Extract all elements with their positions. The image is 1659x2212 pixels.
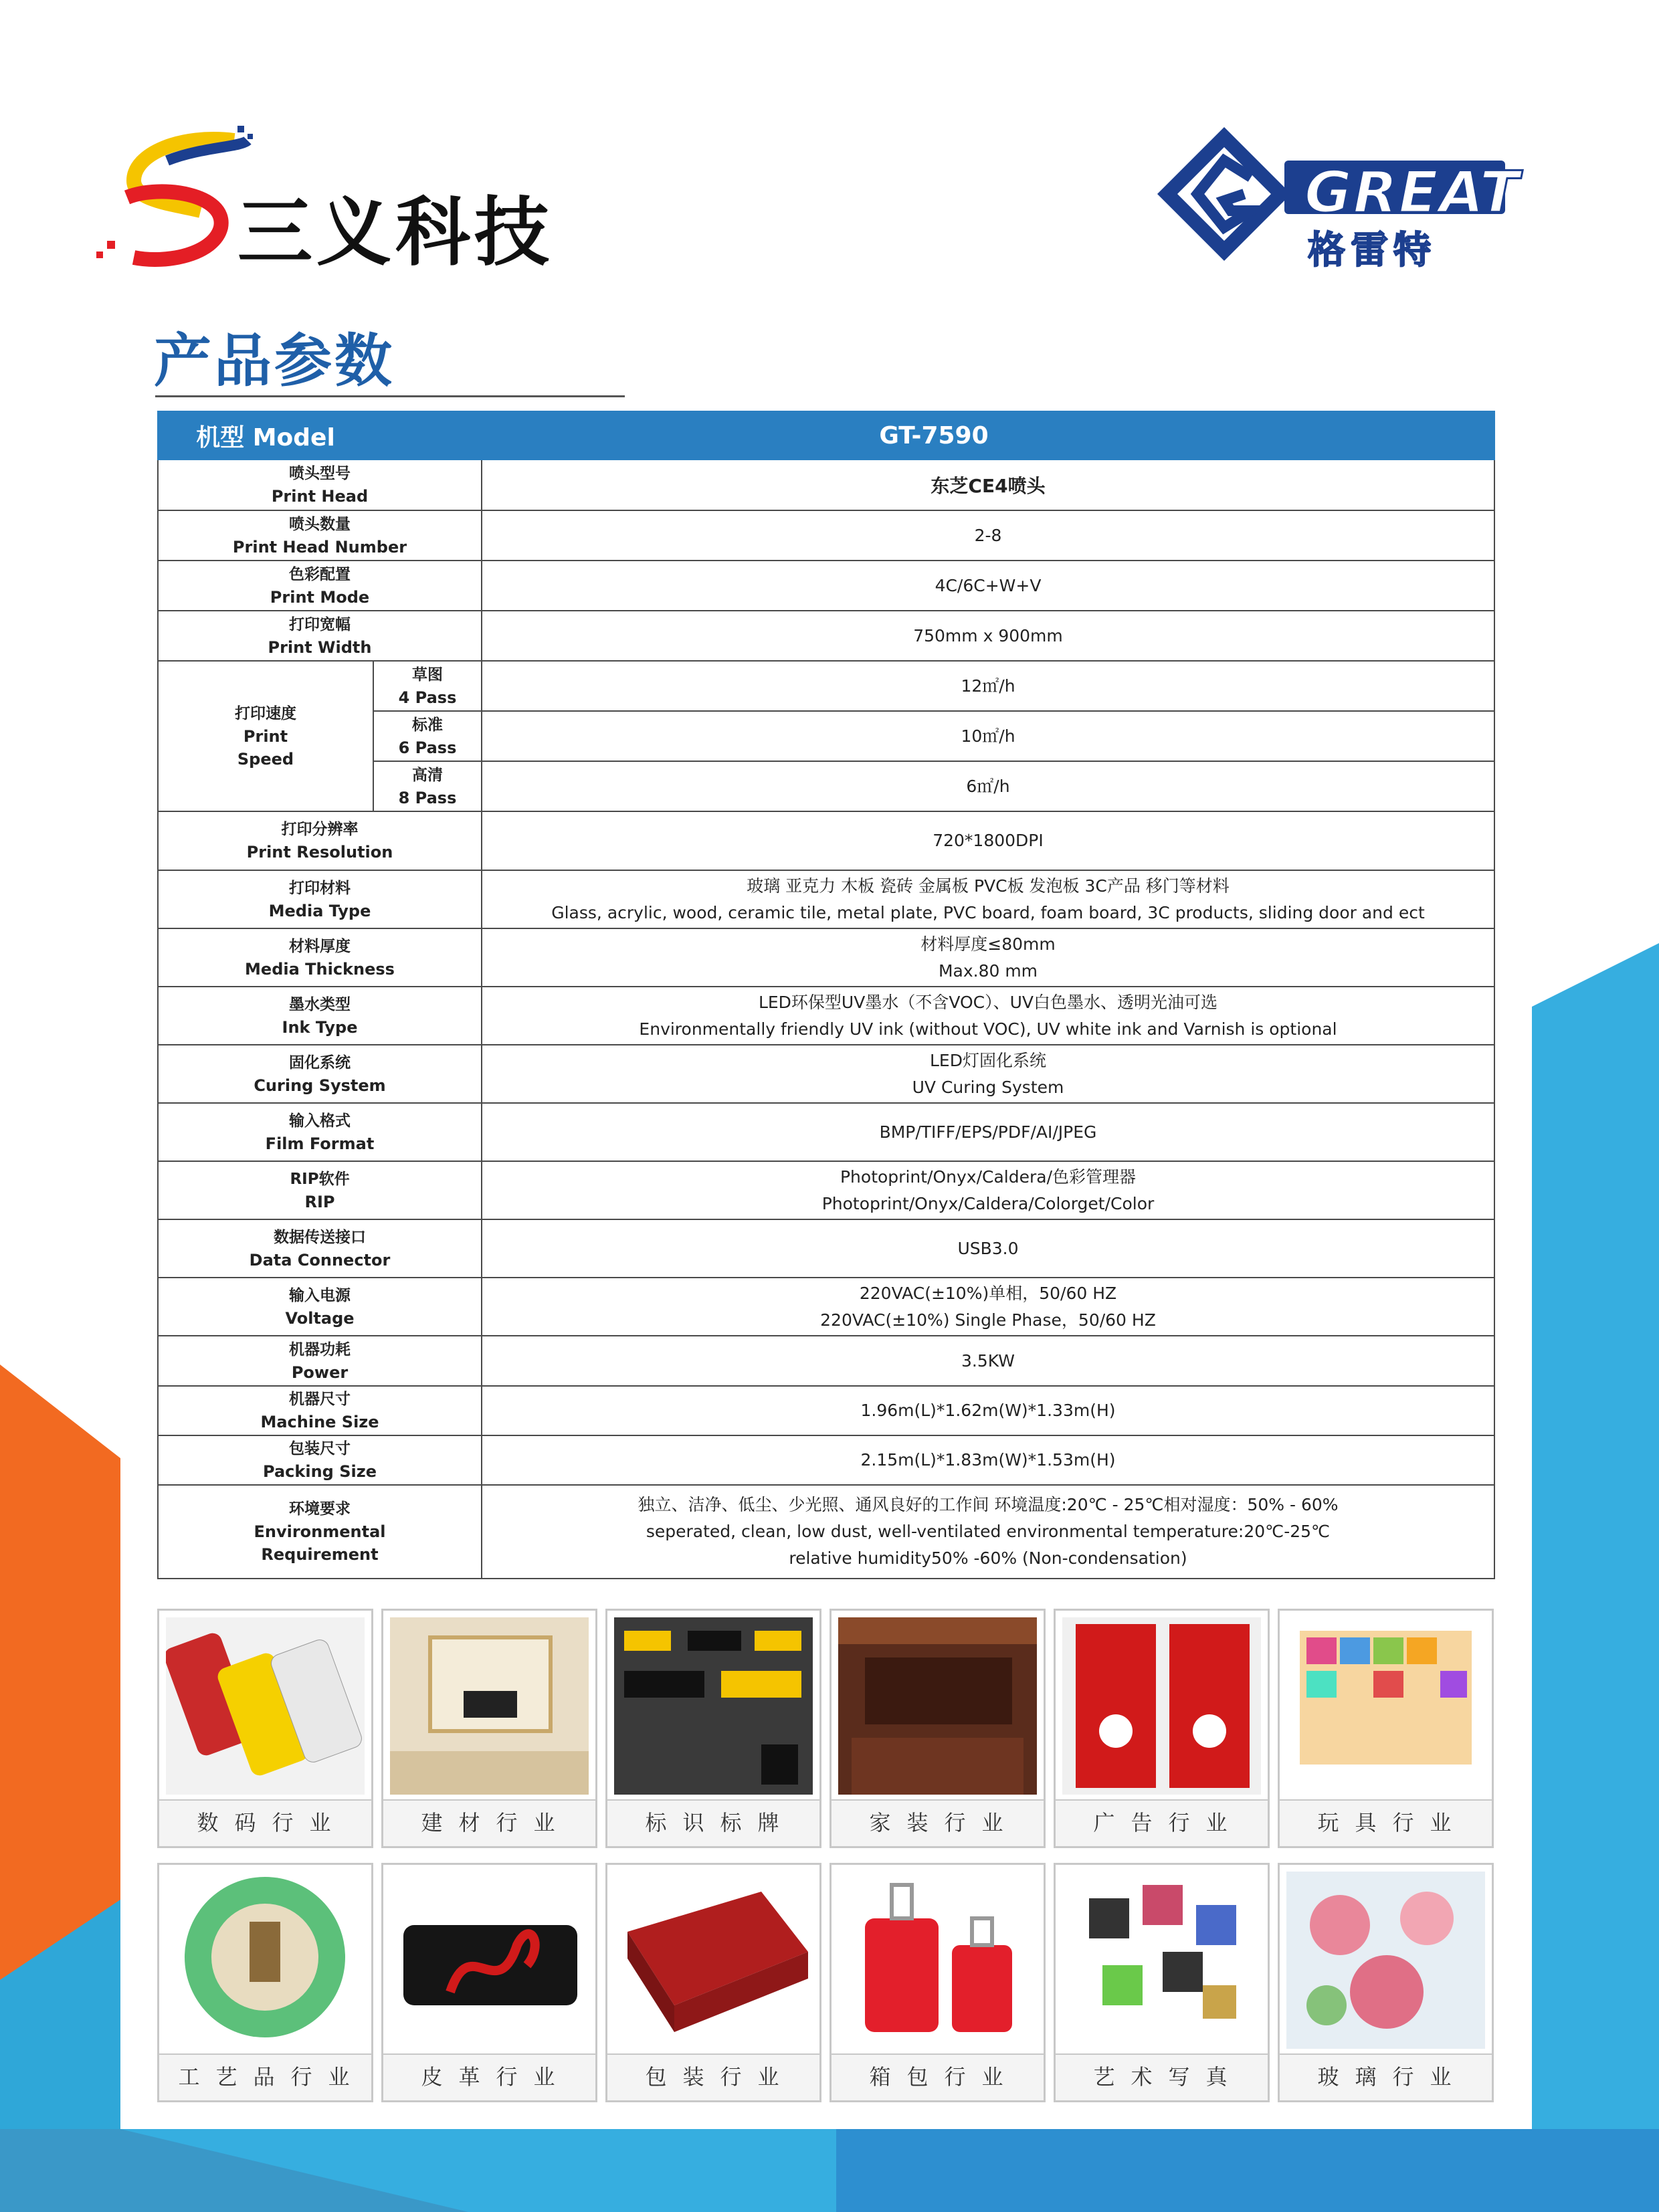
speed-mode-cn: 高清: [412, 766, 443, 784]
row-value-en: 220VAC(±10%) Single Phase，50/60 HZ: [820, 1310, 1156, 1330]
toys-puzzle-image: [1286, 1617, 1485, 1795]
env-value-1: 独立、洁净、低尘、少光照、通风良好的工作间 环境温度:20℃ - 25℃相对湿度：50% - 60%: [638, 1495, 1339, 1514]
crafts-plate-image: [166, 1872, 365, 2049]
industry-caption: 工艺品行业: [159, 2053, 371, 2100]
table-row: [158, 1103, 1494, 1161]
sanyi-brand-name: 三义科技: [237, 189, 553, 276]
row-value: 材料厚度≤80mm: [920, 934, 1056, 954]
industry-tile: [1054, 1863, 1270, 2102]
row-value: 1.96m(L)*1.62m(W)*1.33m(H): [860, 1401, 1116, 1420]
row-value: 720*1800DPI: [933, 831, 1044, 850]
industry-tile: [1278, 1863, 1494, 2102]
table-row: [158, 928, 1494, 987]
row-label-en: RIP: [304, 1192, 335, 1211]
luggage-image: [838, 1872, 1037, 2049]
speed-value: 12㎡/h: [961, 676, 1015, 696]
row-label-en: Print Mode: [270, 587, 370, 607]
row-value-en: Glass, acrylic, wood, ceramic tile, metal plate, PVC board, foam board, 3C products, sliding door and ect: [551, 902, 1425, 922]
speed-mode-en: 8 Pass: [398, 788, 457, 807]
great-brand-cn: 格雷特: [1308, 229, 1436, 272]
industry-caption: 艺术写真: [1056, 2053, 1268, 2100]
row-label-en: Print Head: [271, 487, 369, 506]
speed-row: [158, 661, 1494, 711]
env-label-en2: Requirement: [261, 1545, 379, 1564]
industry-caption: 建材行业: [383, 1799, 595, 1846]
art-photo-image: [1062, 1872, 1261, 2049]
table-row: [158, 987, 1494, 1045]
row-value: 2.15m(L)*1.83m(W)*1.53m(H): [860, 1450, 1116, 1470]
row-label-cn: 墨水类型: [289, 995, 351, 1013]
table-row: [158, 811, 1494, 870]
row-value: 750mm x 900mm: [913, 625, 1063, 645]
table-row: [158, 1161, 1494, 1219]
industry-tile: [1278, 1609, 1494, 1848]
row-label-cn: RIP软件: [290, 1170, 350, 1188]
row-label-cn: 打印材料: [289, 879, 351, 897]
industry-caption: 玻璃行业: [1280, 2053, 1492, 2100]
row-label-cn: 喷头型号: [289, 465, 351, 482]
leather-wallet-image: [390, 1872, 589, 2049]
table-row: [158, 870, 1494, 928]
row-label-en: Power: [291, 1363, 349, 1382]
table-row: [158, 561, 1494, 611]
table-row: [158, 510, 1494, 561]
speed-value: 6㎡/h: [966, 776, 1010, 796]
industry-tile: [381, 1609, 597, 1848]
table-row: [158, 460, 1494, 510]
industry-tile: [157, 1609, 373, 1848]
home-decor-image: [838, 1617, 1037, 1795]
table-row: [158, 1045, 1494, 1103]
model-label: 机型 Model: [158, 411, 373, 460]
row-label-cn: 打印宽幅: [289, 615, 351, 633]
speed-mode-en: 4 Pass: [398, 688, 457, 707]
row-label-en: Data Connector: [249, 1250, 391, 1270]
industry-tile: [830, 1609, 1046, 1848]
env-value-2: seperated, clean, low dust, well-ventilated environmental temperature:20℃-25℃: [646, 1522, 1331, 1541]
row-label-en: Curing System: [254, 1076, 386, 1095]
row-label-en: Machine Size: [260, 1413, 379, 1431]
row-value: BMP/TIFF/EPS/PDF/AI/JPEG: [879, 1122, 1097, 1142]
row-label-en: Media Type: [268, 901, 371, 920]
row-label-en: Voltage: [285, 1308, 355, 1328]
speed-label-en2: Speed: [237, 749, 294, 769]
speed-mode-en: 6 Pass: [398, 738, 457, 757]
row-label-cn: 喷头数量: [289, 515, 351, 533]
phone-cases-image: [166, 1617, 365, 1795]
row-label-cn: 机器功耗: [289, 1340, 351, 1359]
industry-caption: 皮革行业: [383, 2053, 595, 2100]
row-value: 4C/6C+W+V: [935, 575, 1042, 595]
env-label-cn: 环境要求: [289, 1500, 351, 1518]
row-label-en: Print Head Number: [232, 537, 407, 557]
title-underline: [155, 395, 625, 397]
speed-mode-cn: 标准: [412, 716, 443, 734]
packaging-box-image: [614, 1872, 813, 2049]
industry-gallery-row-1: [157, 1609, 1495, 1848]
row-label-cn: 输入电源: [289, 1286, 351, 1304]
industry-caption: 包装行业: [607, 2053, 819, 2100]
row-label-en: Print Resolution: [246, 843, 393, 862]
row-value: USB3.0: [957, 1238, 1019, 1258]
table-row: [158, 1386, 1494, 1435]
industry-tile: [381, 1863, 597, 2102]
industry-gallery-row-2: [157, 1863, 1495, 2102]
row-label-en: Media Thickness: [245, 959, 395, 979]
row-value: LED灯固化系统: [930, 1050, 1046, 1070]
row-label-en: Ink Type: [282, 1017, 358, 1037]
env-value-3: relative humidity50% -60% (Non-condensation): [789, 1548, 1187, 1568]
row-label-en: Print Width: [268, 637, 372, 657]
speed-label-cn: 打印速度: [235, 704, 296, 722]
great-brand-word: GREAT: [1304, 159, 1521, 226]
row-value: 220VAC(±10%)单相，50/60 HZ: [859, 1283, 1117, 1303]
row-label-cn: 输入格式: [289, 1112, 351, 1130]
row-label-cn: 固化系统: [289, 1053, 351, 1072]
row-value-en: Environmentally friendly UV ink (without VOC), UV white ink and Varnish is optional: [639, 1019, 1337, 1039]
table-row: [158, 611, 1494, 661]
industry-tile: [1054, 1609, 1270, 1848]
model-value: GT-7590: [373, 411, 1494, 460]
row-label-cn: 数据传送接口: [274, 1228, 366, 1246]
row-value: 3.5KW: [961, 1350, 1015, 1371]
row-value: 东芝CE4喷头: [931, 475, 1046, 497]
signage-image: [614, 1617, 813, 1795]
industry-tile: [830, 1863, 1046, 2102]
table-row: [158, 1278, 1494, 1336]
speed-label-en1: Print: [243, 726, 288, 746]
row-label-cn: 材料厚度: [289, 937, 351, 955]
industry-caption: 广告行业: [1056, 1799, 1268, 1846]
speed-value: 10㎡/h: [961, 726, 1015, 746]
row-value-en: Photoprint/Onyx/Caldera/Colorget/Color: [821, 1193, 1155, 1213]
table-row: [158, 1336, 1494, 1386]
row-value: 2-8: [974, 525, 1002, 545]
row-value: Photoprint/Onyx/Caldera/色彩管理器: [840, 1167, 1136, 1187]
spec-table: [157, 411, 1495, 1579]
env-label-en1: Environmental: [254, 1522, 386, 1541]
row-label-cn: 包装尺寸: [289, 1440, 351, 1457]
building-materials-image: [390, 1617, 589, 1795]
row-label-en: Film Format: [265, 1134, 375, 1153]
industry-caption: 玩具行业: [1280, 1799, 1492, 1846]
row-label-cn: 打印分辨率: [281, 821, 359, 838]
industry-caption: 家装行业: [832, 1799, 1044, 1846]
glass-flowers-image: [1286, 1872, 1485, 2049]
industry-caption: 数码行业: [159, 1799, 371, 1846]
row-value-en: Max.80 mm: [938, 961, 1038, 981]
industry-caption: 标识标牌: [607, 1799, 819, 1846]
industry-tile: [605, 1863, 821, 2102]
environment-row: [158, 1485, 1494, 1579]
section-title: 产品参数: [154, 328, 395, 395]
table-row: [158, 1435, 1494, 1485]
industry-tile: [157, 1863, 373, 2102]
row-label-en: Packing Size: [263, 1462, 377, 1481]
advertising-image: [1062, 1617, 1261, 1795]
row-value-en: UV Curing System: [912, 1077, 1064, 1097]
industry-caption: 箱包行业: [832, 2053, 1044, 2100]
industry-tile: [605, 1609, 821, 1848]
table-row: [158, 1219, 1494, 1278]
spec-header-row: [158, 411, 1494, 460]
row-value: LED环保型UV墨水（不含VOC）、UV白色墨水、透明光油可选: [758, 992, 1218, 1012]
row-label-cn: 色彩配置: [289, 565, 351, 583]
speed-mode-cn: 草图: [412, 666, 443, 684]
row-label-cn: 机器尺寸: [289, 1391, 351, 1408]
row-value: 玻璃 亚克力 木板 瓷砖 金属板 PVC板 发泡板 3C产品 移门等材料: [747, 876, 1230, 896]
